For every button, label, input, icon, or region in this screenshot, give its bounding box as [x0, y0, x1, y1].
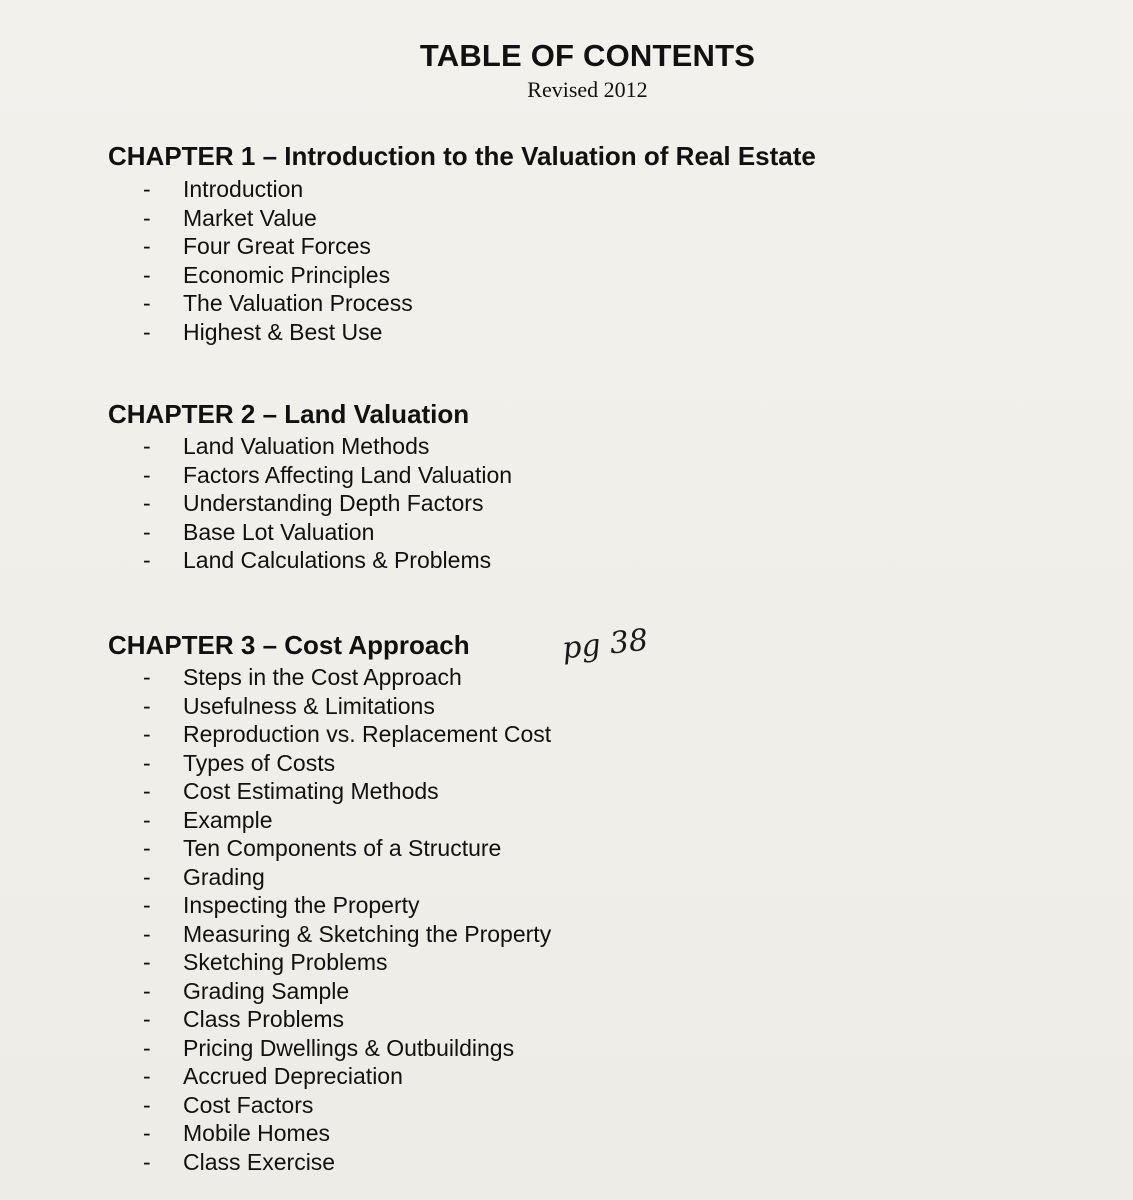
bullet-dash: - — [143, 977, 151, 1004]
bullet-dash: - — [143, 547, 151, 573]
bullet-dash: - — [143, 433, 151, 459]
handwritten-page-note: pg 38 — [560, 622, 650, 667]
chapter-1-heading: CHAPTER 1 – Introduction to the Valuation of Real Estate — [108, 141, 816, 171]
bullet-dash: - — [143, 949, 151, 975]
page-title: TABLE OF CONTENTS — [419, 38, 756, 73]
bullet-dash: - — [143, 1063, 151, 1089]
bullet-dash: - — [143, 721, 151, 747]
bullet-dash: - — [143, 176, 151, 202]
page-subtitle: Revised 2012 — [527, 77, 648, 102]
bullet-dash: - — [143, 920, 151, 947]
chapter-3-heading: CHAPTER 3 – Cost Approach — [108, 630, 470, 660]
bullet-dash: - — [143, 1034, 151, 1061]
bullet-dash: - — [143, 692, 151, 719]
bullet-dash: - — [143, 461, 151, 488]
bullet-dash: - — [143, 835, 151, 861]
bullet-dash: - — [143, 778, 151, 804]
bullet-dash: - — [143, 233, 151, 259]
bullet-dash: - — [143, 1120, 151, 1146]
document-page: TABLE OF CONTENTS Revised 2012 CHAPTER 1 – Introduction to the Valuation of Real Estate - Introduction - Market Value - Four Great Forces - Economic Principles - The Valuation Process - Highest & Best Use CHAPTER 2 – Land Valuation - Land Valuation Methods - Factors Affecting Land Valuation - Understanding Depth Factors - Base Lot Valuation - Land Calculations & Problems CHAPTER 3 – Cost Approach pg 38 - Steps in the Cost Approach - Usefulness & Limitations - Reproduction vs. Replacement Cost - Types of Costs - Cost Estimating Methods - Example - Ten Components of a Structure - Grading - Inspecting the Property - Measuring & Sketching the Property - Sketching Problems - Grading Sample - Class Problems - Pricing Dwellings & Outbuildings - Accrued Depreciation - Cost Factors - Mobile Homes - Class Exercise — [0, 0, 1133, 1200]
bullet-dash: - — [143, 261, 151, 288]
bullet-dash: - — [143, 806, 151, 833]
bullet-dash: - — [143, 490, 151, 516]
bullet-dash: - — [143, 749, 151, 776]
bullet-dash: - — [143, 1006, 151, 1032]
bullet-dash: - — [143, 1091, 151, 1118]
bullet-dash: - — [143, 518, 151, 545]
bullet-dash: - — [143, 1148, 151, 1175]
bullet-dash: - — [143, 863, 151, 890]
bullet-dash: - — [143, 318, 151, 345]
bullet-dash: - — [143, 290, 151, 316]
chapter-2-heading: CHAPTER 2 – Land Valuation — [108, 399, 470, 429]
bullet-dash: - — [143, 204, 151, 231]
bullet-dash: - — [143, 664, 151, 690]
bullet-dash: - — [143, 892, 151, 918]
